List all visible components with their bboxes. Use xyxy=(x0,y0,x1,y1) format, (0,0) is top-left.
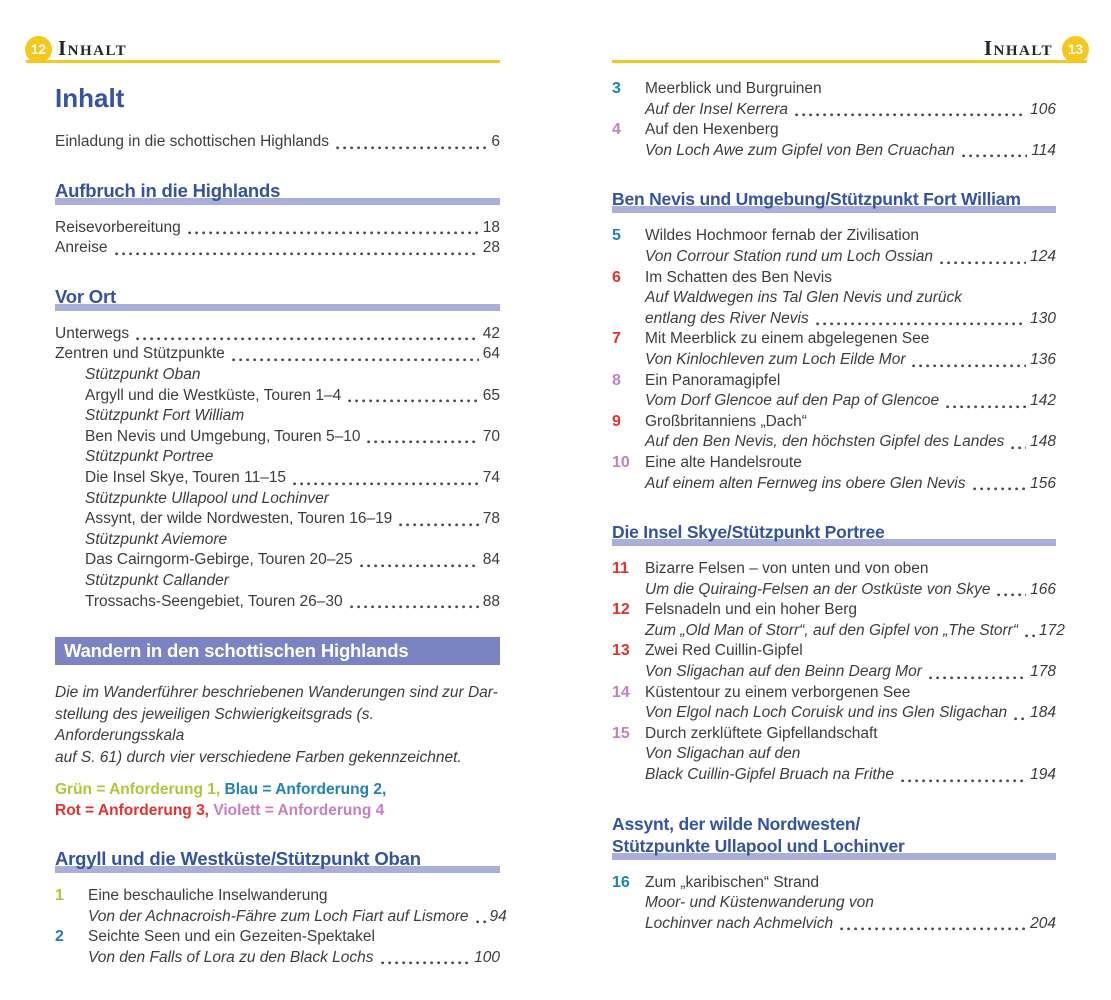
toc-entry xyxy=(645,350,1056,371)
tour-title: Zum „karibischen“ Strand xyxy=(645,873,820,891)
entry-page-number: 28 xyxy=(482,239,500,257)
tour-entry xyxy=(612,724,1056,786)
running-header-right xyxy=(555,0,1111,64)
section-heading-line: Vor Ort xyxy=(55,285,116,307)
dot-leader xyxy=(997,593,1026,597)
tour-number: 8 xyxy=(612,371,621,389)
entry-text: Stützpunkt Portree xyxy=(85,448,214,466)
dot-leader xyxy=(348,399,479,403)
section-heading xyxy=(612,521,1056,546)
tour-entry xyxy=(612,371,1056,412)
tour-number: 11 xyxy=(612,560,629,578)
left-tour-sections-slot xyxy=(55,848,507,968)
dot-leader xyxy=(115,252,479,256)
toc-entry xyxy=(645,432,1056,453)
tour-number: 12 xyxy=(612,601,630,619)
tour-body xyxy=(645,120,1056,161)
entry-text: Die Insel Skye, Touren 11–15 xyxy=(85,468,287,486)
entry-text: Auf einem alten Fernweg ins obere Glen Nevis xyxy=(645,474,966,492)
entry-page-number: 136 xyxy=(1030,350,1056,368)
entry-page-number: 114 xyxy=(1031,141,1056,159)
toc-entry xyxy=(55,530,500,551)
tour-entry xyxy=(612,120,1056,161)
tour-title: Mit Meerblick zu einem abgelegenen See xyxy=(645,330,930,348)
section-heading xyxy=(612,188,1056,213)
note-line: stellung des jeweiligen Schwierigkeitsgrads (s. Anforderungsskala xyxy=(55,705,374,745)
tour-title: Küstentour zu einem verborgenen See xyxy=(645,683,911,701)
dot-leader xyxy=(232,358,479,362)
toc-entry xyxy=(645,391,1056,412)
tour-entry xyxy=(55,927,500,968)
tour-entry xyxy=(612,412,1056,453)
toc-section xyxy=(55,180,500,259)
entry-page-number: 204 xyxy=(1030,914,1056,932)
entry-text: Auf Waldwegen ins Tal Glen Nevis und zurück xyxy=(645,289,963,307)
entry-text: Argyll und die Westküste, Touren 1–4 xyxy=(85,386,342,404)
toc-entry xyxy=(645,893,1056,914)
entry-page-number: 184 xyxy=(1030,704,1056,722)
tour-entry xyxy=(55,886,507,927)
tour-list xyxy=(612,559,1065,786)
tour-entry xyxy=(612,268,1056,330)
tour-list xyxy=(612,226,1056,494)
entry-page-number: 88 xyxy=(482,592,500,610)
tour-section xyxy=(612,813,1056,935)
tour-entry xyxy=(612,559,1056,600)
toc-entry xyxy=(645,765,1056,786)
tour-entry xyxy=(612,329,1056,370)
tour-entry xyxy=(612,226,1056,267)
toc-entry xyxy=(55,365,500,386)
tour-section xyxy=(612,521,1065,786)
entry-page-number: 106 xyxy=(1030,100,1056,118)
page-number-badge: 13 xyxy=(1062,36,1089,63)
toc-entry xyxy=(645,662,1056,683)
toc-entry xyxy=(55,489,500,510)
toc-entry xyxy=(55,447,500,468)
toc-entry xyxy=(645,744,1056,765)
dot-leader xyxy=(946,405,1026,409)
entry-text: Von der Achnacroish-Fähre zum Loch Fiart auf Lismore xyxy=(88,907,469,925)
dot-leader xyxy=(840,927,1026,931)
dot-leader xyxy=(381,961,471,965)
tour-title: Zwei Red Cuillin-Gipfel xyxy=(645,642,803,660)
entry-text: Auf der Insel Kerrera xyxy=(645,100,789,118)
entry-page-number: 64 xyxy=(482,345,500,363)
entry-text: Zentren und Stützpunkte xyxy=(55,345,225,363)
legend-line xyxy=(55,800,500,821)
tour-body xyxy=(645,268,1056,330)
tour-body xyxy=(645,724,1056,786)
toc-entry xyxy=(55,427,500,448)
entry-page-number: 65 xyxy=(482,386,500,404)
tour-title: Durch zerklüftete Gipfellandschaft xyxy=(645,724,878,742)
entry-text: entlang des River Nevis xyxy=(645,309,809,327)
toc-entry-list xyxy=(55,324,500,612)
entry-text: Trossachs-Seengebiet, Touren 26–30 xyxy=(85,592,343,610)
toc-entry xyxy=(645,100,1056,121)
entry-text: Stützpunkt Fort William xyxy=(85,407,245,425)
difficulty-legend xyxy=(55,779,500,821)
entry-page-number: 42 xyxy=(482,324,500,342)
toc-entry xyxy=(55,344,500,365)
dot-leader xyxy=(795,113,1026,117)
chapter-banner: Wandern in den schottischen Highlands xyxy=(55,637,500,665)
dot-leader xyxy=(136,337,479,341)
tour-entry xyxy=(612,453,1056,494)
entry-text: Unterwegs xyxy=(55,324,130,342)
tour-body xyxy=(645,873,1056,935)
tour-body xyxy=(645,412,1056,453)
dot-leader xyxy=(912,364,1026,368)
running-header-label: Inhalt xyxy=(983,36,1053,60)
legend-item-red: Rot = Anforderung 3, xyxy=(55,802,214,820)
dot-leader xyxy=(973,487,1027,491)
entry-page-number: 148 xyxy=(1030,433,1056,451)
running-header-label: Inhalt xyxy=(58,36,128,60)
tour-entry xyxy=(612,79,1056,120)
tour-body xyxy=(645,329,1056,370)
dot-leader xyxy=(940,261,1026,265)
tour-section xyxy=(612,188,1056,494)
entry-text: Zum „Old Man of Storr“, auf den Gipfel von „The Storr“ xyxy=(645,621,1018,639)
tour-number: 7 xyxy=(612,330,621,348)
entry-text: Stützpunkt Aviemore xyxy=(85,530,228,548)
entry-text: Reisevorbereitung xyxy=(55,218,181,236)
tour-body xyxy=(645,600,1065,641)
toc-entry xyxy=(55,132,500,153)
tour-number: 13 xyxy=(612,642,630,660)
toc-entry xyxy=(645,247,1056,268)
entry-page-number: 142 xyxy=(1030,392,1056,410)
entry-text: Einladung in die schottischen Highlands xyxy=(55,133,330,150)
tour-body xyxy=(645,559,1056,600)
tour-number: 10 xyxy=(612,453,630,471)
right-tour-sections-slot xyxy=(612,188,1065,934)
entry-page-number: 172 xyxy=(1039,621,1065,639)
left-column xyxy=(55,64,507,968)
dot-leader xyxy=(367,440,478,444)
page-13 xyxy=(555,0,1111,1000)
note-line: auf S. 61) durch vier verschiedene Farben gekennzeichnet. xyxy=(55,748,462,766)
toc-entry xyxy=(55,406,500,427)
entry-page-number: 194 xyxy=(1030,766,1056,784)
running-header-left xyxy=(0,0,555,64)
dot-leader xyxy=(901,779,1026,783)
dot-leader xyxy=(816,322,1026,326)
tour-entry xyxy=(612,641,1056,682)
toc-entry xyxy=(55,571,500,592)
tour-number: 14 xyxy=(612,683,630,701)
toc-entry xyxy=(55,386,500,407)
left-sections-slot xyxy=(55,180,500,613)
entry-text: Assynt, der wilde Nordwesten, Touren 16–19 xyxy=(85,510,393,528)
toc-entry xyxy=(88,907,507,928)
entry-text: Lochinver nach Achmelvich xyxy=(645,914,834,932)
tour-entry xyxy=(612,600,1065,641)
dot-leader xyxy=(962,154,1028,158)
dot-leader xyxy=(476,920,486,924)
toc-entry xyxy=(645,474,1056,495)
tour-entry xyxy=(612,683,1056,724)
section-heading xyxy=(55,286,500,311)
difficulty-note xyxy=(55,682,500,768)
entry-page-number: 84 xyxy=(482,551,500,569)
intro-entry-slot xyxy=(55,132,500,153)
tour-number: 3 xyxy=(612,80,621,97)
entry-text: Von Sligachan auf den xyxy=(645,745,801,763)
tour-title: Auf den Hexenberg xyxy=(645,121,779,139)
tour-number: 2 xyxy=(55,928,64,946)
entry-text: Ben Nevis und Umgebung, Touren 5–10 xyxy=(85,427,361,445)
page-12 xyxy=(0,0,555,1000)
note-line: Die im Wanderführer beschriebenen Wanderungen sind zur Dar- xyxy=(55,684,498,702)
tour-list xyxy=(55,886,507,968)
dot-leader xyxy=(1011,446,1026,450)
tour-title: Seichte Seen und ein Gezeiten-Spektakel xyxy=(88,928,375,946)
entry-page-number: 100 xyxy=(474,948,500,966)
dot-leader xyxy=(360,564,479,568)
toc-entry xyxy=(55,468,500,489)
tour-list xyxy=(612,873,1056,935)
tour-title: Ein Panoramagipfel xyxy=(645,371,781,389)
entry-text: Das Cairngorm-Gebirge, Touren 20–25 xyxy=(85,551,353,569)
tour-number: 9 xyxy=(612,412,621,430)
tour-title: Felsnadeln und ein hoher Berg xyxy=(645,601,857,619)
entry-page-number: 70 xyxy=(482,427,500,445)
entry-page-number: 124 xyxy=(1030,247,1056,265)
tour-body xyxy=(645,453,1056,494)
section-heading-line: Stützpunkte Ullapool und Lochinver xyxy=(612,835,905,856)
entry-page-number: 94 xyxy=(489,907,507,925)
entry-text: Von Loch Awe zum Gipfel von Ben Cruachan xyxy=(645,141,955,159)
tour-body xyxy=(645,79,1056,120)
tour-title: Großbritanniens „Dach“ xyxy=(645,412,807,430)
section-heading-line: Ben Nevis und Umgebung/Stützpunkt Fort William xyxy=(612,189,1021,210)
entry-page-number: 166 xyxy=(1030,580,1056,598)
entry-text: Anreise xyxy=(55,239,108,257)
toc-title: Inhalt xyxy=(55,83,125,113)
page-number-badge: 12 xyxy=(25,36,52,63)
entry-text: Von den Falls of Lora zu den Black Lochs xyxy=(88,948,374,966)
entry-text: Vom Dorf Glencoe auf den Pap of Glencoe xyxy=(645,392,940,410)
tour-body xyxy=(645,371,1056,412)
tour-title: Bizarre Felsen – von unten und von oben xyxy=(645,560,929,578)
toc-entry xyxy=(55,592,500,613)
entry-page-number: 178 xyxy=(1030,663,1056,681)
toc-entry xyxy=(55,550,500,571)
section-heading xyxy=(612,813,1056,860)
toc-entry xyxy=(55,324,500,345)
tour-body xyxy=(88,927,500,968)
tour-number: 5 xyxy=(612,227,621,245)
dot-leader xyxy=(188,231,479,235)
legend-item-green: Grün = Anforderung 1, xyxy=(55,781,225,799)
toc-entry-list xyxy=(55,218,500,259)
tour-number: 15 xyxy=(612,724,630,742)
tour-number: 4 xyxy=(612,121,621,139)
tour-number: 1 xyxy=(55,887,64,905)
section-heading xyxy=(55,180,500,205)
entry-page-number: 78 xyxy=(482,510,500,528)
tour-title: Eine beschauliche Inselwanderung xyxy=(88,887,328,905)
tour-title: Meerblick und Burgruinen xyxy=(645,80,822,97)
entry-text: Auf den Ben Nevis, den höchsten Gipfel des Landes xyxy=(645,433,1005,451)
legend-line xyxy=(55,779,500,800)
entry-text: Black Cuillin-Gipfel Bruach na Frithe xyxy=(645,766,894,784)
entry-text: Stützpunkt Callander xyxy=(85,571,229,589)
dot-leader xyxy=(1025,634,1035,638)
toc-entry xyxy=(645,141,1056,162)
entry-text: Von Corrour Station rund um Loch Ossian xyxy=(645,247,934,265)
entry-text: Von Sligachan auf den Beinn Dearg Mor xyxy=(645,663,922,681)
entry-text: Moor- und Küstenwanderung von xyxy=(645,894,874,912)
entry-text: Von Elgol nach Loch Coruisk und ins Glen Sligachan xyxy=(645,704,1008,722)
legend-item-violet: Violett = Anforderung 4 xyxy=(213,802,385,820)
toc-entry xyxy=(55,238,500,259)
tour-entry xyxy=(612,873,1056,935)
toc-entry xyxy=(645,288,1056,309)
entry-page-number: 74 xyxy=(482,468,500,486)
toc-entry xyxy=(645,703,1056,724)
entry-page-number: 18 xyxy=(482,218,500,236)
dot-leader xyxy=(350,605,479,609)
tour-number: 16 xyxy=(612,873,630,891)
toc-entry xyxy=(645,914,1056,935)
dot-leader xyxy=(1014,717,1026,721)
toc-entry xyxy=(55,509,500,530)
entry-page-number: 130 xyxy=(1030,309,1056,327)
toc-entry xyxy=(88,948,500,969)
toc-entry xyxy=(645,621,1065,642)
toc-entry xyxy=(645,580,1056,601)
tour-title: Wildes Hochmoor fernab der Zivilisation xyxy=(645,227,919,245)
entry-page-number: 156 xyxy=(1030,474,1056,492)
legend-item-blue: Blau = Anforderung 2, xyxy=(224,781,387,799)
dot-leader xyxy=(293,482,479,486)
entry-page-number: 6 xyxy=(491,133,500,150)
right-column xyxy=(612,64,1065,934)
section-heading xyxy=(55,848,500,873)
tour-body xyxy=(645,641,1056,682)
lead-tours-slot xyxy=(612,79,1056,161)
tour-number: 6 xyxy=(612,268,621,286)
tour-body xyxy=(88,886,507,927)
tour-body xyxy=(645,683,1056,724)
dot-leader xyxy=(399,523,478,527)
tour-title: Im Schatten des Ben Nevis xyxy=(645,268,832,286)
section-heading-line: Die Insel Skye/Stützpunkt Portree xyxy=(612,522,885,543)
section-heading-line: Aufbruch in die Highlands xyxy=(55,179,281,201)
entry-text: Von Kinlochleven zum Loch Eilde Mor xyxy=(645,350,906,368)
tour-title: Eine alte Handelsroute xyxy=(645,453,802,471)
section-heading-line: Argyll und die Westküste/Stützpunkt Oban xyxy=(55,848,421,870)
entry-text: Stützpunkte Ullapool und Lochinver xyxy=(85,489,329,507)
tour-section xyxy=(55,848,507,968)
toc-entry xyxy=(55,218,500,239)
tour-body xyxy=(645,226,1056,267)
entry-text: Um die Quiraing-Felsen an der Ostküste von Skye xyxy=(645,580,991,598)
dot-leader xyxy=(336,146,487,150)
toc-section xyxy=(55,286,500,612)
toc-entry xyxy=(645,309,1056,330)
section-heading-line: Assynt, der wilde Nordwesten/ xyxy=(612,813,861,834)
entry-text: Stützpunkt Oban xyxy=(85,365,201,383)
dot-leader xyxy=(929,676,1026,680)
